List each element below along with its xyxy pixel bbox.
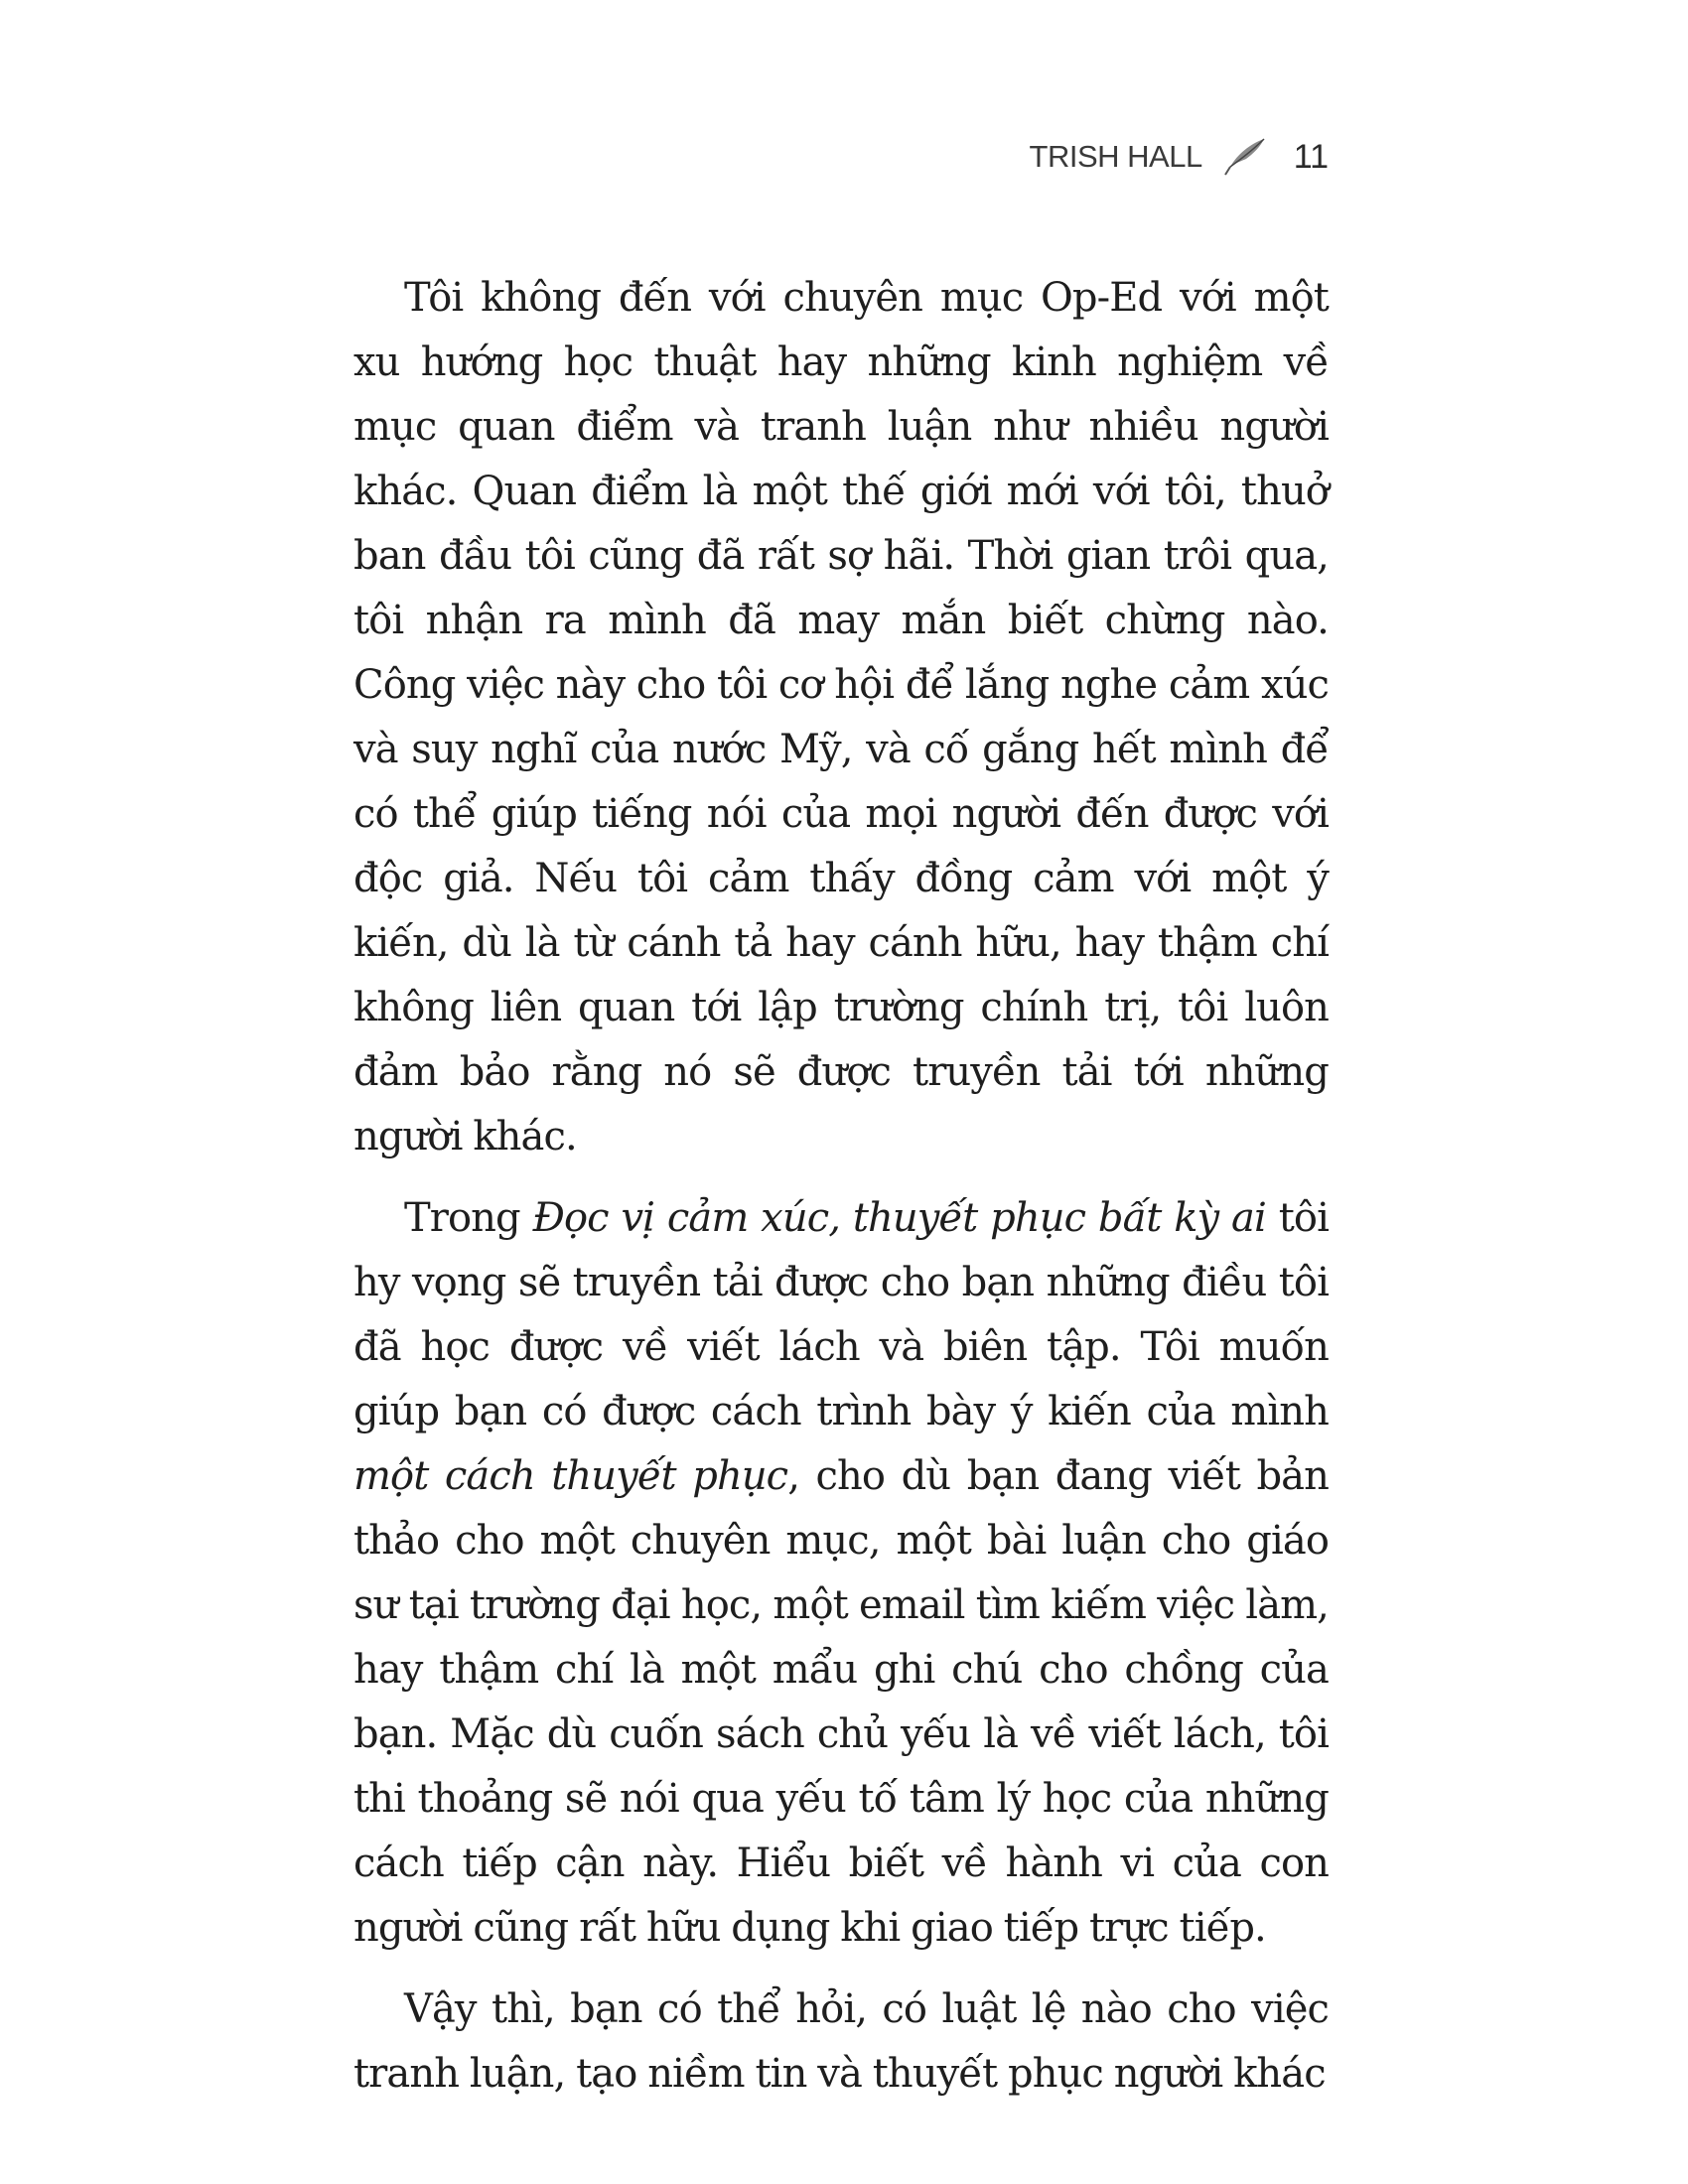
page-number: 11: [1293, 137, 1329, 176]
paragraph-2-text-c: , cho dù bạn đang viết bản thảo cho một chuyên mục, một bài luận cho giáo sư tại trường đại học, một email tìm kiếm việc làm, hay thậm chí là một mẩu ghi chú cho chồng của bạn. Mặc dù cuốn sách chủ yếu là về viết lách, tôi thi thoảng sẽ nói qua yếu tố tâm lý học của những cách tiếp cận này. Hiểu biết về hành vi của con người cũng rất hữu dụng khi giao tiếp trực tiếp.: [353, 1453, 1329, 1951]
paragraph-2: [353, 1186, 1329, 1961]
paragraph-2-text-a: Trong: [404, 1195, 533, 1241]
paragraph-3: Vậy thì, bạn có thể hỏi, có luật lệ nào cho việc tranh luận, tạo niềm tin và thuyết phục người khác: [353, 1986, 1329, 2097]
book-title-italic: Đọc vị cảm xúc, thuyết phục bất kỳ ai: [532, 1195, 1266, 1241]
paragraph-2-text-b: tôi hy vọng sẽ truyền tải được cho bạn những điều tôi đã học được về viết lách và biên tập. Tôi muốn giúp bạn có được cách trình bày ý kiến của mình: [353, 1195, 1329, 1434]
body-text: [353, 266, 1329, 2123]
quill-icon: [1222, 137, 1266, 177]
running-head: [1030, 137, 1329, 177]
paragraph-1: Tôi không đến với chuyên mục Op-Ed với một xu hướng học thuật hay những kinh nghiệm về mục quan điểm và tranh luận như nhiều người khác. Quan điểm là một thế giới mới với tôi, thuở ban đầu tôi cũng đã rất sợ hãi. Thời gian trôi qua, tôi nhận ra mình đã may mắn biết chừng nào. Công việc này cho tôi cơ hội để lắng nghe cảm xúc và suy nghĩ của nước Mỹ, và cố gắng hết mình để có thể giúp tiếng nói của mọi người đến được với độc giả. Nếu tôi cảm thấy đồng cảm với một ý kiến, dù là từ cánh tả hay cánh hữu, hay thậm chí không liên quan tới lập trường chính trị, tôi luôn đảm bảo rằng nó sẽ được truyền tải tới những người khác.: [353, 275, 1329, 1160]
running-head-author: TRISH HALL: [1029, 139, 1202, 174]
emphasis-italic: một cách thuyết phục: [353, 1453, 788, 1499]
